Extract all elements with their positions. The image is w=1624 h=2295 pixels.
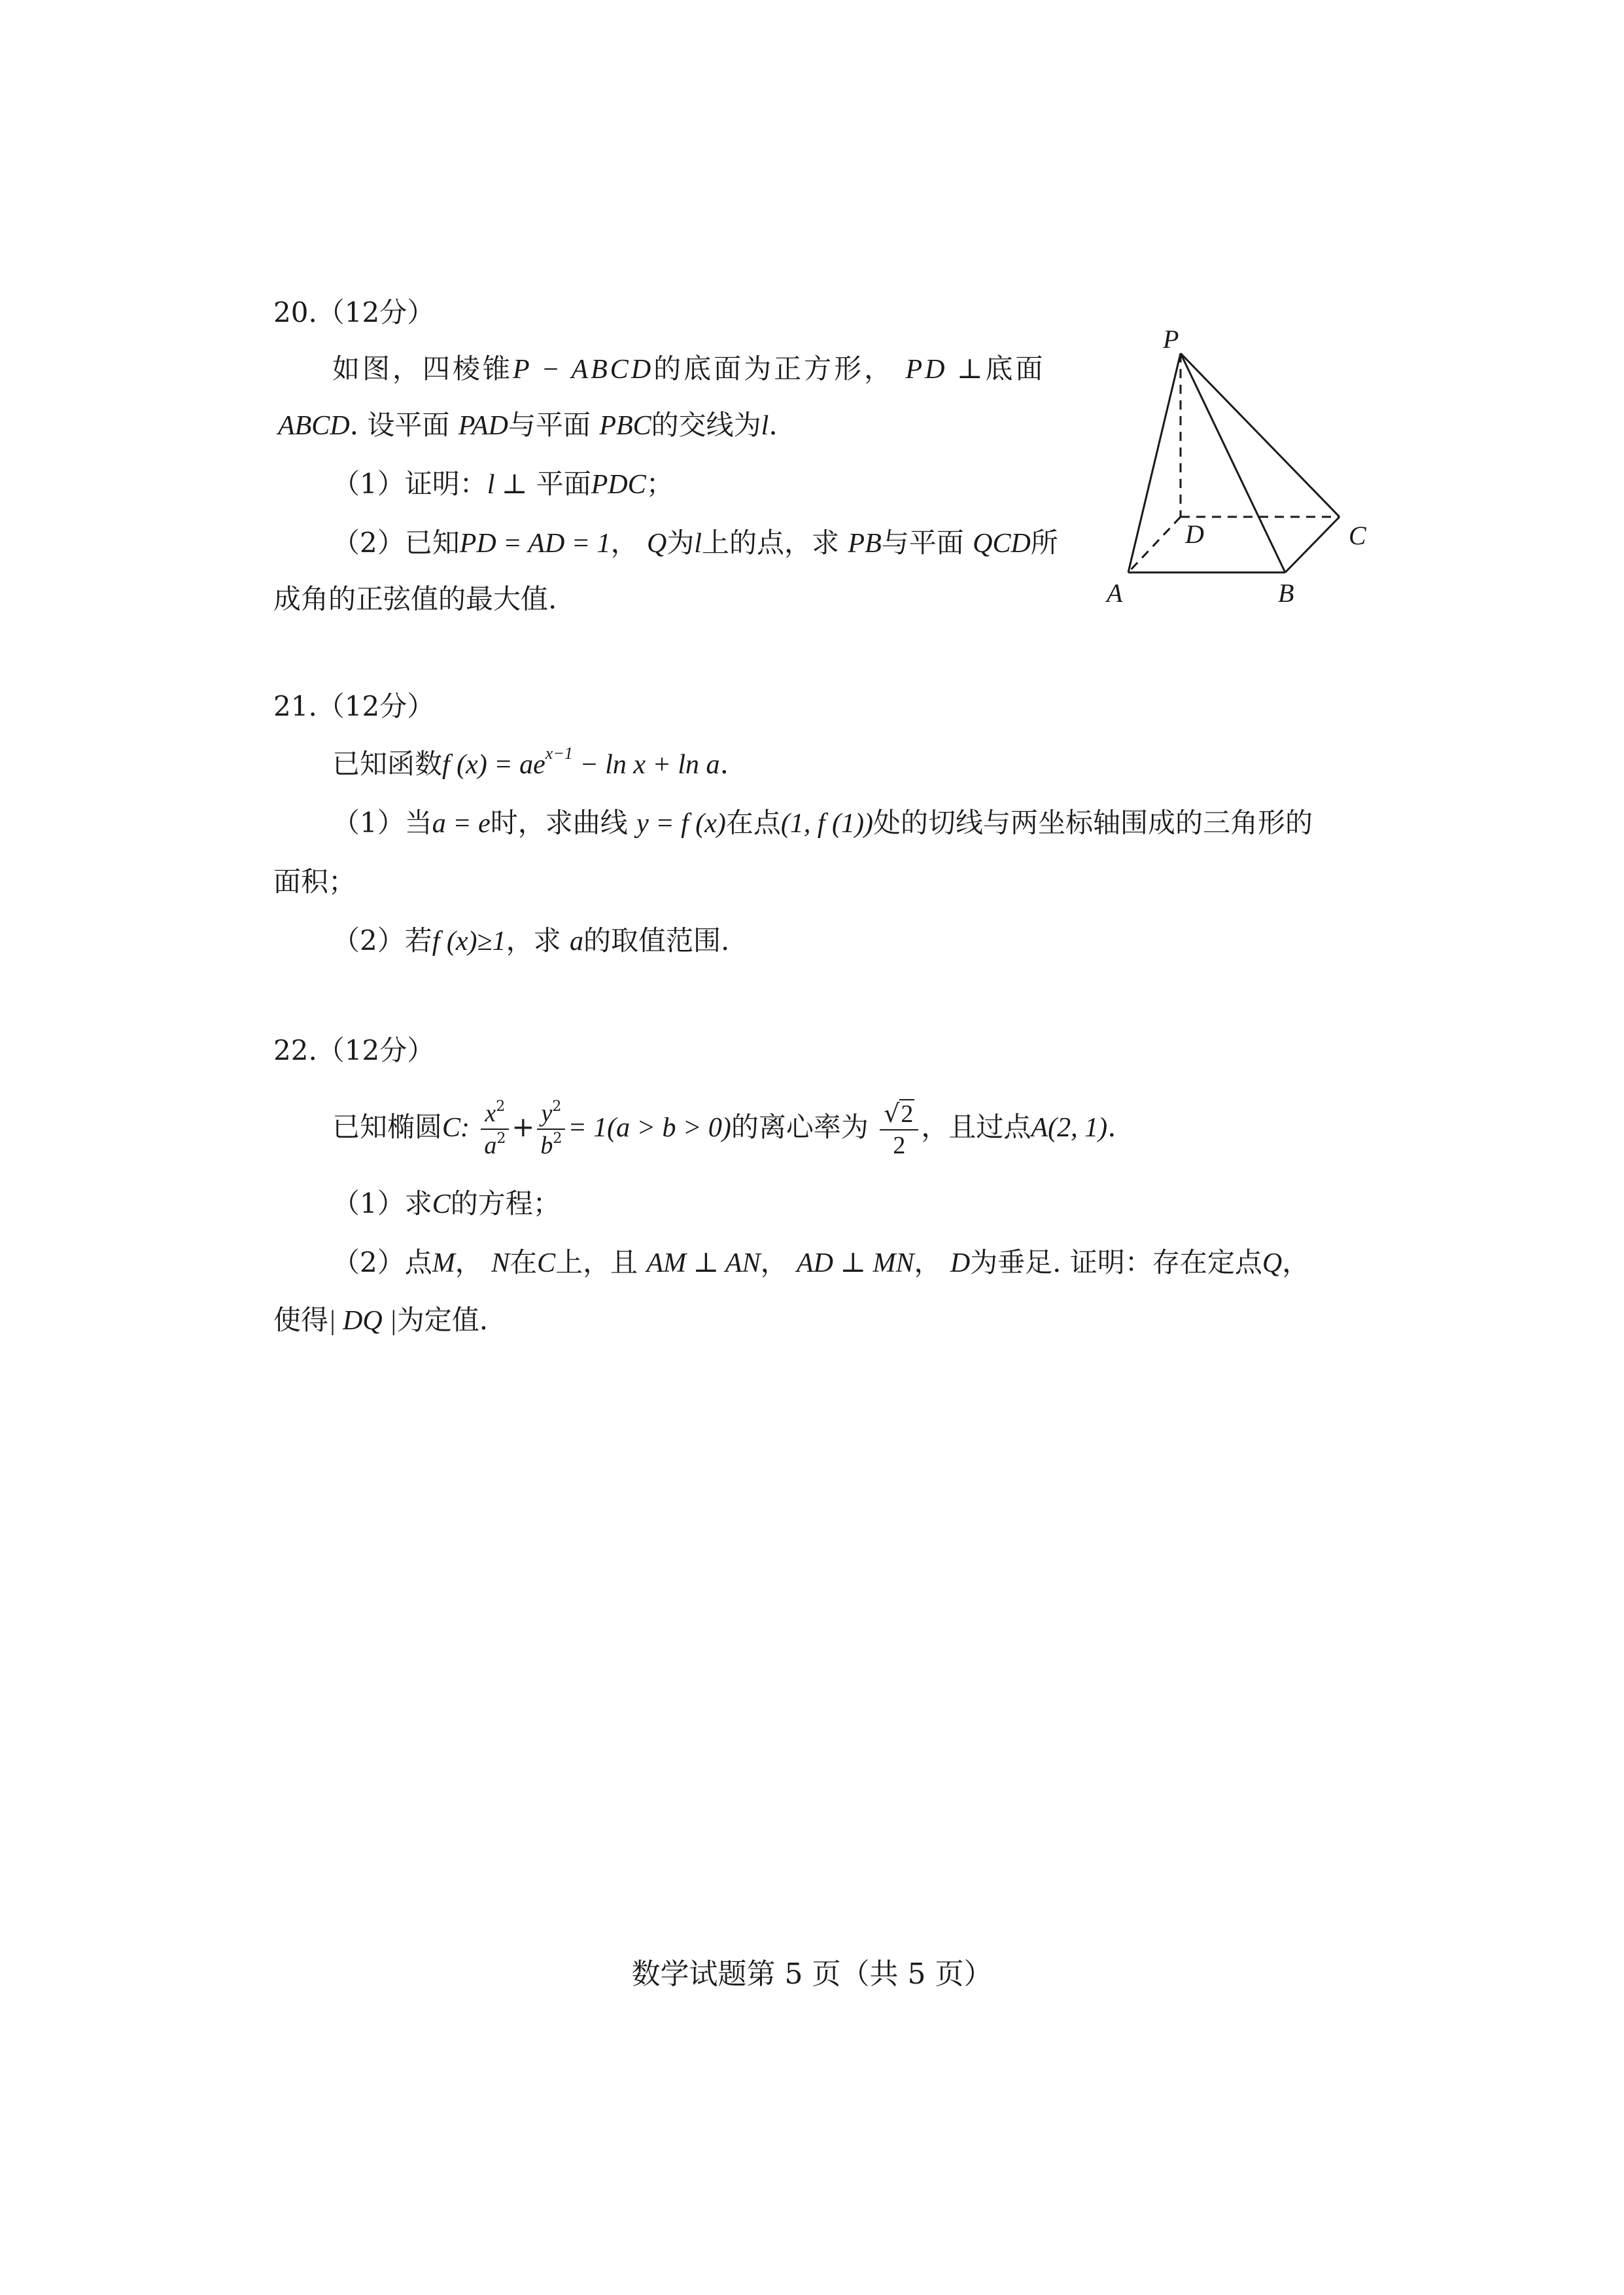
- q21-stem: 已知函数f $(x) = ae^{x-1} - \ln x + \ln a$.: [332, 744, 729, 780]
- edge-BC: [1285, 517, 1339, 572]
- q21-part1-line1: （1）当a = e时，求曲线 y = f (x)在点(1, f (1))处的切线与两坐标轴围成的三角形的: [332, 807, 1313, 839]
- page-footer: 数学试题第 5 页（共 5 页）: [631, 1957, 993, 1991]
- q20-part1: （1）证明：l ⊥ 平面PDC；: [332, 468, 674, 500]
- q22-part2-line2: 使得| DQ |为定值.: [273, 1304, 489, 1336]
- q22-part2-line1: （2）点M， N在C上，且 AM ⊥ AN， AD ⊥ MN， D为垂足. 证明：存在定点Q，: [332, 1246, 1310, 1278]
- q20-stem-line2: ABCD. 设平面 PAD与平面 PBC的交线为l.: [278, 409, 778, 441]
- q20-header: 20.（12分）: [273, 296, 435, 328]
- q20-part2-line1: （2）已知PD = AD = 1， Q为l上的点，求 PB与平面 QCD所: [332, 527, 1058, 559]
- label-A: A: [1107, 578, 1123, 608]
- label-P: P: [1163, 327, 1179, 354]
- q21-header: 21.（12分）: [273, 690, 435, 722]
- edge-DA-hidden: [1128, 517, 1181, 572]
- label-C: C: [1349, 521, 1366, 550]
- q20-part2-line2: 成角的正弦值的最大值.: [273, 583, 557, 615]
- fraction-sqrt2-2: $\frac{√2}{2}$: [880, 1101, 918, 1158]
- edge-PC: [1181, 353, 1339, 517]
- q21-part2: （2）若f (x)≥1，求 a的取值范围.: [332, 924, 730, 956]
- label-D: D: [1185, 519, 1204, 549]
- q20-stem-line1: 如图，四棱锥P − ABCD的底面为正方形， PD ⊥底面: [332, 353, 1046, 385]
- edge-PA: [1128, 353, 1181, 572]
- q22-stem: 已知椭圆C: $\frac{x^2}{a^2}$ + $\frac{y^2}{b^2}$ = 1(a > b > 0)的离心率为 $\frac{√2}{2}$ ，且过点A(2, 1).: [332, 1098, 1116, 1159]
- label-B: B: [1278, 578, 1294, 608]
- q21-part1-line2: 面积；: [273, 866, 356, 898]
- q22-part1: （1）求C的方程；: [332, 1187, 561, 1219]
- q22-header: 22.（12分）: [273, 1034, 435, 1066]
- pyramid-figure: [1092, 327, 1380, 622]
- fraction-x2-a2: $\frac{x^2}{a^2}$: [481, 1100, 509, 1158]
- fraction-y2-b2: $\frac{y^2}{b^2}$: [537, 1100, 565, 1158]
